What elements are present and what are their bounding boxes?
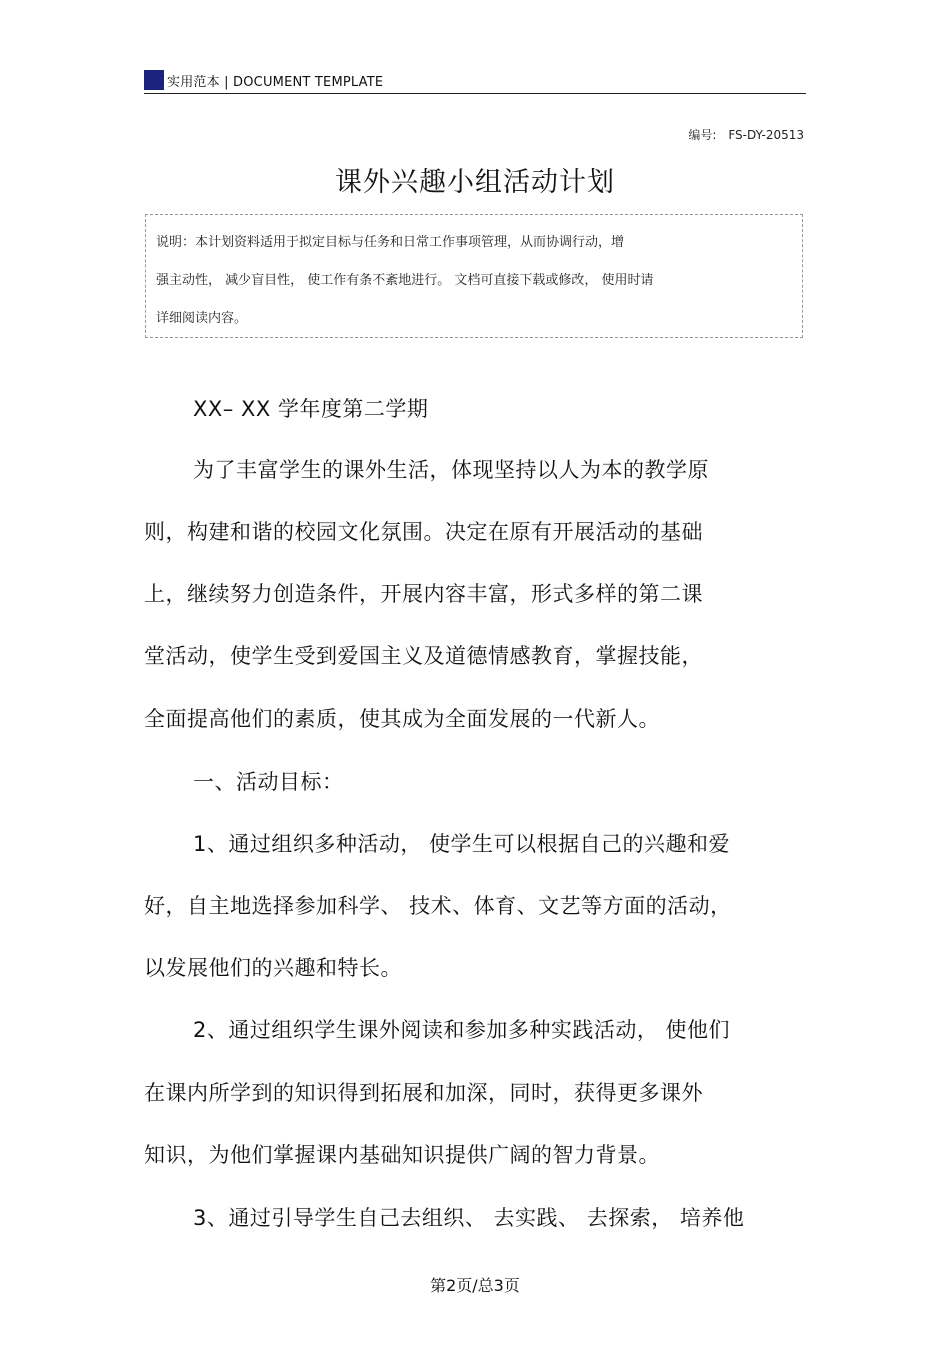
page-footer: 第2页/总3页 (430, 1276, 520, 1295)
paragraph-line: 2、通过组织学生课外阅读和参加多种实践活动， 使他们 (193, 1018, 731, 1042)
header-label: 实用范本 | DOCUMENT TEMPLATE (167, 75, 384, 90)
paragraph-line: 3、通过引导学生自己去组织、 去实践、 去探索， 培养他 (193, 1206, 745, 1230)
note-line: 强主动性， 减少盲目性， 使工作有条不紊地进行。 文档可直接下载或修改， 使用时请 (156, 273, 654, 288)
paragraph-line: 在课内所学到的知识得到拓展和加深，同时，获得更多课外 (144, 1081, 703, 1105)
paragraph-line: 以发展他们的兴趣和特长。 (144, 956, 402, 980)
section-heading: 一、活动目标： (193, 770, 344, 794)
document-header (144, 68, 806, 94)
logo-square-icon (144, 70, 164, 90)
paragraph-line: 为了丰富学生的课外生活，体现坚持以人为本的教学原 (193, 458, 709, 482)
page-title: 课外兴趣小组活动计划 (335, 167, 615, 198)
document-number-value: FS-DY-20513 (728, 128, 804, 142)
note-line: 详细阅读内容。 (156, 311, 248, 326)
paragraph-line: 知识，为他们掌握课内基础知识提供广阔的智力背景。 (144, 1143, 660, 1167)
note-box (145, 214, 803, 338)
paragraph-line: 好，自主地选择参加科学、 技术、体育、文艺等方面的活动， (144, 894, 732, 918)
paragraph-line: 1、通过组织多种活动， 使学生可以根据自己的兴趣和爱 (193, 832, 731, 856)
paragraph-line: 堂活动，使学生受到爱国主义及道德情感教育，掌握技能， (144, 644, 703, 668)
semester-line: XX– XX 学年度第二学期 (193, 397, 429, 421)
paragraph-line: 则，构建和谐的校园文化氛围。决定在原有开展活动的基础 (144, 520, 703, 544)
document-number-label: 编号: (688, 128, 717, 142)
paragraph-line: 全面提高他们的素质，使其成为全面发展的一代新人。 (144, 707, 660, 731)
note-line: 说明：本计划资料适用于拟定目标与任务和日常工作事项管理，从而协调行动，增 (156, 235, 625, 250)
paragraph-line: 上，继续努力创造条件，开展内容丰富，形式多样的第二课 (144, 582, 703, 606)
document-number (688, 126, 804, 143)
